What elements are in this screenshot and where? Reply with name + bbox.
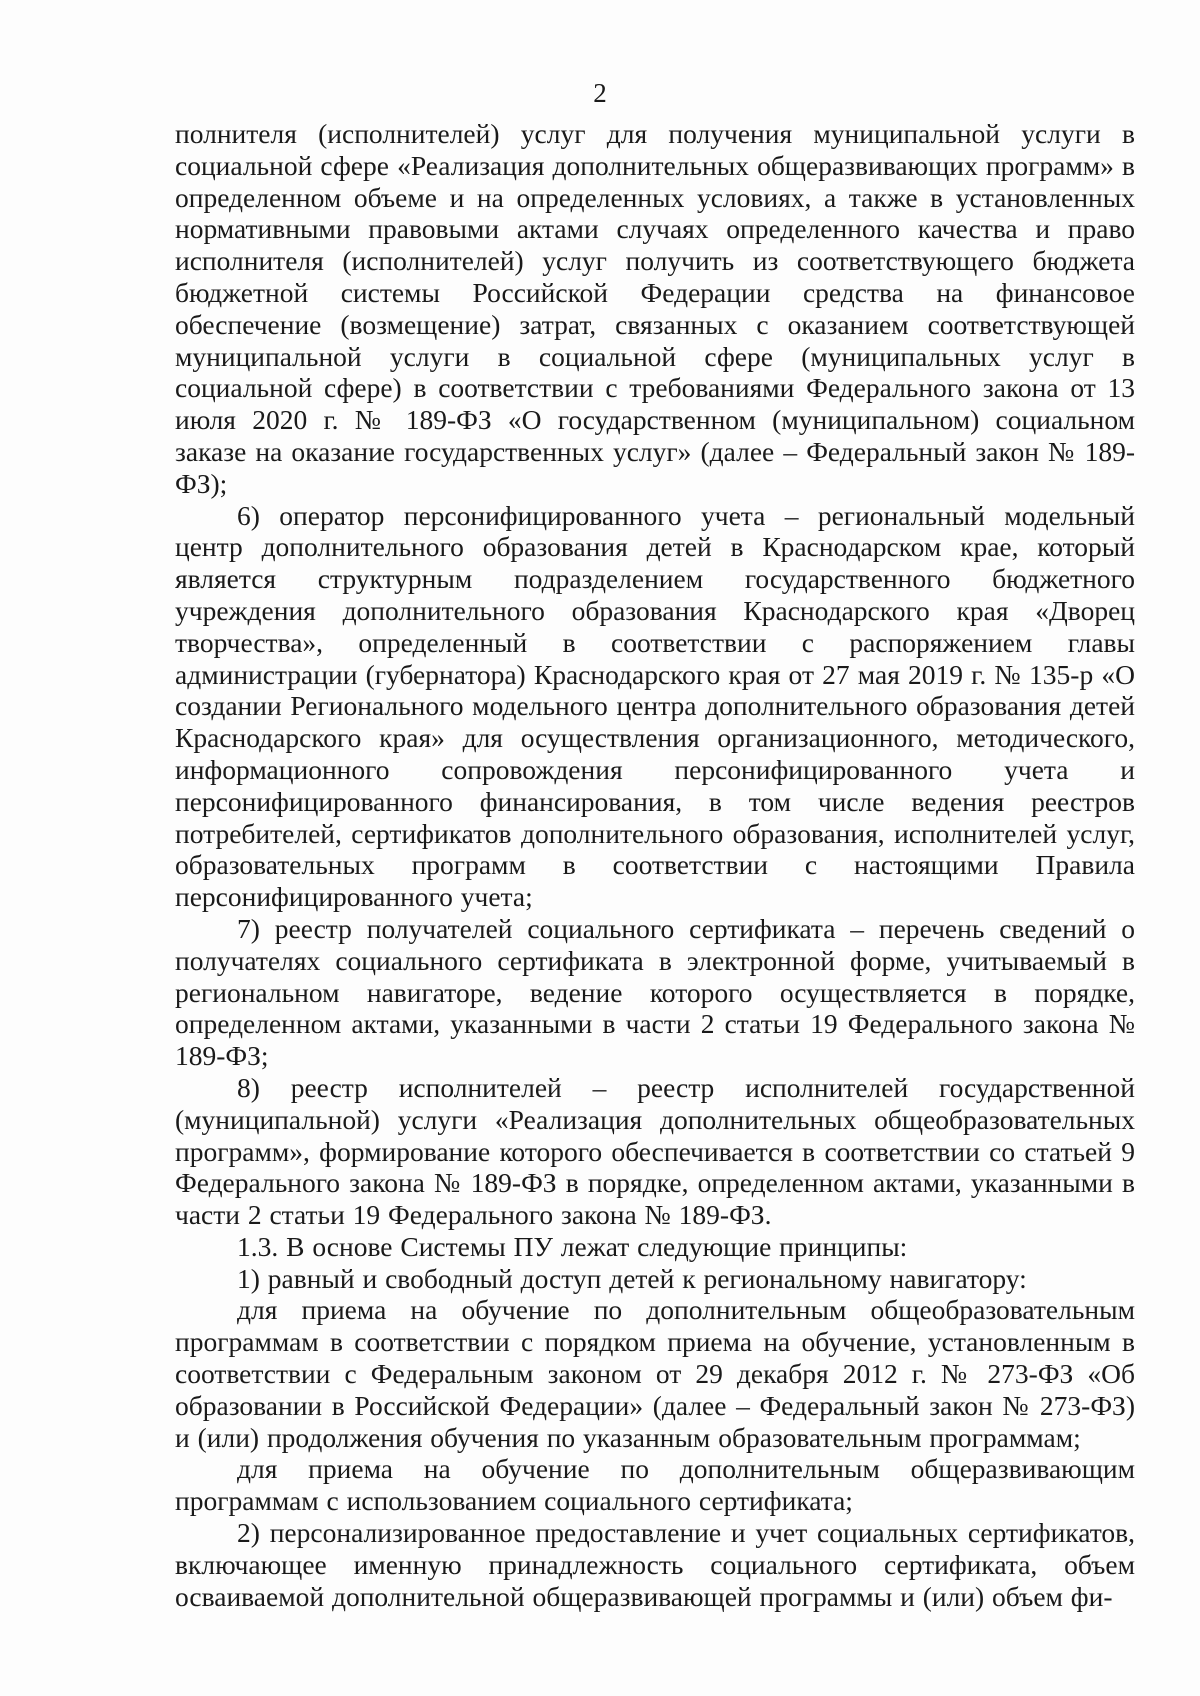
paragraph-item-8: 8) реестр исполнителей – реестр исполнителей государственной (муниципальной) услуги «Реализация дополнительных общеобразовательных программ», формирование которого обеспечивается в соответствии со статьей 9 Федерального закона № 189-ФЗ в порядке, определенном актами, указанными в части 2 статьи 19 Федерального закона № 189-ФЗ. bbox=[175, 1071, 1135, 1231]
page-number: 2 bbox=[593, 78, 607, 108]
paragraph-continuation: полнителя (исполнителей) услуг для получения муниципальной услуги в социальной сфере «Реализация дополнительных общеразвивающих программ» в определенном объеме и на определенных условиях, а также в установленных нормативными правовыми актами случаях определенного качества и право исполнителя (исполнителей) услуг получить из соответствующего бюджета бюджетной системы Российской Федерации средства на финансовое обеспечение (возмещение) затрат, связанных с оказанием соответствующей муниципальной услуги в социальной сфере (муниципальных услуг в социальной сфере) в соответствии с требованиями Федерального закона от 13 июля 2020 г. № 189-ФЗ «О государственном (муниципальном) социальном заказе на оказание государственных услуг» (далее – Федеральный закон № 189-ФЗ); bbox=[175, 118, 1135, 499]
document-body bbox=[175, 118, 1135, 1612]
paragraph-admission-general: для приема на обучение по дополнительным общеобразовательным программам в соответствии с порядком приема на обучение, установленным в соответствии с Федеральным законом от 29 декабря 2012 г. № 273-ФЗ «Об образовании в Российской Федерации» (далее – Федеральный закон № 273-ФЗ) и (или) продолжения обучения по указанным образовательным программам; bbox=[175, 1294, 1135, 1453]
paragraph-admission-certificate: для приема на обучение по дополнительным общеразвивающим программам с использованием социального сертификата; bbox=[175, 1453, 1135, 1517]
paragraph-principle-2: 2) персонализированное предоставление и учет социальных сертификатов, включающее именную принадлежность социального сертификата, объем осваиваемой дополнительной общеразвивающей программы и (или) объем фи- bbox=[175, 1517, 1135, 1612]
paragraph-section-1-3: 1.3. В основе Системы ПУ лежат следующие принципы: bbox=[237, 1230, 908, 1262]
paragraph-item-7: 7) реестр получателей социального сертификата – перечень сведений о получателях социального сертификата в электронной форме, учитываемый в региональном навигаторе, ведение которого осуществляется в порядке, определенном актами, указанными в части 2 статьи 19 Федерального закона № 189-ФЗ; bbox=[175, 912, 1135, 1072]
paragraph-principle-1: 1) равный и свободный доступ детей к региональному навигатору: bbox=[237, 1262, 1027, 1294]
paragraph-item-6: 6) оператор персонифицированного учета – региональный модельный центр дополнительного образования детей в Краснодарском крае, который является структурным подразделением государственного бюджетного учреждения дополнительного образования Краснодарского края «Дворец творчества», определенный в соответствии с распоряжением главы администрации (губернатора) Краснодарского края от 27 мая 2019 г. № 135-р «О создании Регионального модельного центра дополнительного образования детей Краснодарского края» для осуществления организационного, методического, информационного сопровождения персонифицированного учета и персонифицированного финансирования, в том числе ведения реестров потребителей, сертификатов дополнительного образования, исполнителей услуг, образовательных программ в соответствии с настоящими Правила персонифицированного учета; bbox=[175, 499, 1135, 913]
